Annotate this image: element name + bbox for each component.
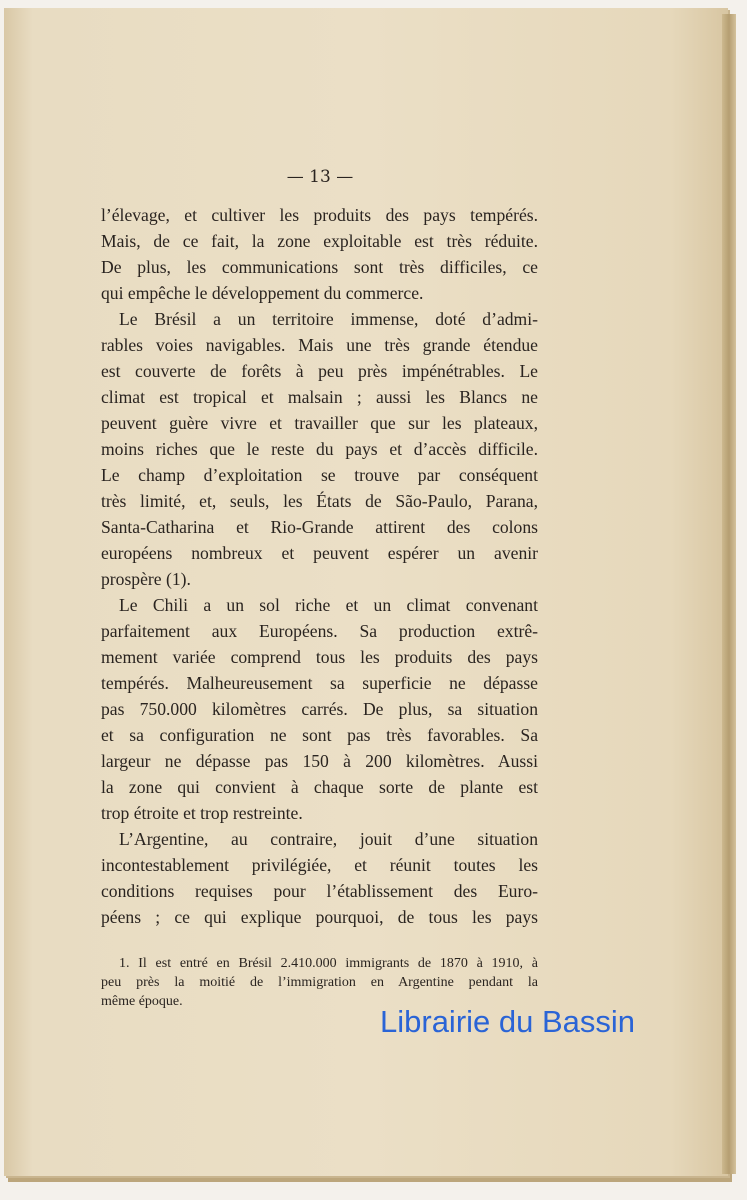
text-line: européens nombreux et peuvent espérer un avenir xyxy=(101,543,538,563)
text-line: est couverte de forêts à peu près impénétrables. Le xyxy=(101,361,538,381)
text-line: rables voies navigables. Mais une très grande étendue xyxy=(101,335,538,355)
text-line: climat est tropical et malsain ; aussi les Blancs ne xyxy=(101,387,538,407)
text-line: incontestablement privilégiée, et réunit toutes les xyxy=(101,855,538,875)
page-number: — 13 — xyxy=(286,167,354,187)
text-line: la zone qui convient à chaque sorte de plante est xyxy=(101,777,538,797)
text-line: tempérés. Malheureusement sa superficie ne dépasse xyxy=(101,673,538,693)
text-line: 1. Il est entré en Brésil 2.410.000 immigrants de 1870 à 1910, à xyxy=(119,956,538,971)
text-line: qui empêche le développement du commerce. xyxy=(101,283,424,303)
text-line: Santa-Catharina et Rio-Grande attirent des colons xyxy=(101,517,538,537)
watermark: Librairie du Bassin xyxy=(380,1004,636,1039)
text-line: moins riches que le reste du pays et d’accès difficile. xyxy=(101,439,538,459)
text-line: parfaitement aux Européens. Sa production extrê- xyxy=(101,621,538,641)
text-line: conditions requises pour l’établissement des Euro- xyxy=(101,881,538,901)
text-line: Le Brésil a un territoire immense, doté d’admi- xyxy=(119,309,538,329)
text-line: Le champ d’exploitation se trouve par conséquent xyxy=(101,465,538,485)
text-line: peu près la moitié de l’immigration en Argentine pendant la xyxy=(101,975,538,990)
text-line: mement variée comprend tous les produits des pays xyxy=(101,647,538,667)
text-line: même époque. xyxy=(101,994,183,1009)
text-line: De plus, les communications sont très difficiles, ce xyxy=(101,257,538,277)
text-line: très limité, et, seuls, les États de São-Paulo, Parana, xyxy=(101,491,538,511)
text-line: et sa configuration ne sont pas très favorables. Sa xyxy=(101,725,538,745)
text-line: prospère (1). xyxy=(101,569,191,589)
text-line: peuvent guère vivre et travailler que sur les plateaux, xyxy=(101,413,538,433)
text-line: Mais, de ce fait, la zone exploitable est très réduite. xyxy=(101,231,538,251)
page-edge xyxy=(722,14,736,1174)
text-line: largeur ne dépasse pas 150 à 200 kilomètres. Aussi xyxy=(101,751,538,771)
body-text xyxy=(101,202,538,930)
text-line: L’Argentine, au contraire, jouit d’une situation xyxy=(119,829,538,849)
text-line: péens ; ce qui explique pourquoi, de tous les pays xyxy=(101,907,538,927)
text-line: pas 750.000 kilomètres carrés. De plus, sa situation xyxy=(101,699,538,719)
text-line: l’élevage, et cultiver les produits des pays tempérés. xyxy=(101,205,538,225)
footnote xyxy=(101,954,538,1011)
text-line: trop étroite et trop restreinte. xyxy=(101,803,303,823)
text-line: Le Chili a un sol riche et un climat convenant xyxy=(119,595,538,615)
